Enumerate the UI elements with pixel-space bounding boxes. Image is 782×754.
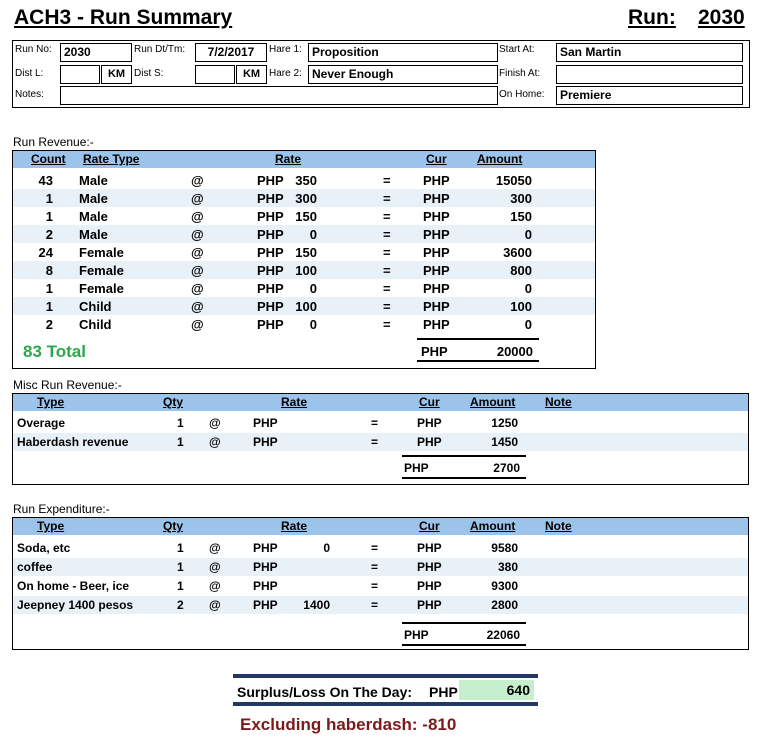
revenue-total-amount: 20000 [496,344,533,359]
col-type: Type [37,395,65,409]
cell-cur2: PHP [423,209,450,224]
cell-at: @ [209,579,221,593]
cell-type: Male [79,173,108,188]
cell-amount: 1250 [491,416,518,430]
cell-cur1: PHP [257,245,284,260]
cell-cur2: PHP [417,579,442,593]
table-row [13,279,595,297]
cell-amount: 150 [510,209,532,224]
table-row [13,243,595,261]
table-row [13,539,748,557]
cell-cur1: PHP [257,209,284,224]
cell-amount: 100 [510,299,532,314]
col-note: Note [545,395,572,409]
revenue-header [13,151,595,168]
cell-cur1: PHP [253,416,278,430]
dist-s-field[interactable] [195,65,235,84]
cell-cur1: PHP [257,317,284,332]
surplus-loss-box [233,674,538,706]
cell-eq: = [383,245,391,260]
page-title: ACH3 - Run Summary [14,6,233,29]
cell-cur2: PHP [423,299,450,314]
table-row [13,225,595,243]
col-qty: Qty [163,395,184,409]
dist-l-unit: KM [101,65,132,84]
cell-at: @ [191,299,204,314]
cell-eq: = [383,209,391,224]
cell-type: Child [79,299,112,314]
surplus-cur: PHP [429,684,458,700]
cell-amount: 0 [524,317,532,332]
cell-rate: 0 [309,227,317,242]
cell-qty: 1 [177,435,184,449]
onhome-label: On Home: [499,89,545,100]
misc-table [12,393,749,485]
hare2-field[interactable]: Never Enough [308,65,498,84]
cell-type: Female [79,245,124,260]
cell-cur1: PHP [257,263,284,278]
cell-rate: 0 [323,541,330,555]
cell-cur2: PHP [423,191,450,206]
table-row [13,558,748,576]
cell-at: @ [191,227,204,242]
excluding-haberdash: Excluding haberdash: -810 [240,715,457,734]
cell-qty: 2 [177,598,184,612]
cell-at: @ [209,435,221,449]
surplus-label: Surplus/Loss On The Day: [237,684,413,700]
run-info-box [12,40,750,108]
cell-at: @ [191,173,204,188]
cell-type: coffee [17,560,53,574]
cell-cur2: PHP [417,560,442,574]
cell-at: @ [191,281,204,296]
cell-at: @ [191,245,204,260]
cell-eq: = [383,227,391,242]
start-field[interactable]: San Martin [556,43,743,62]
misc-total-amount: 2700 [493,461,520,475]
col-rate: Rate [281,395,308,409]
cell-type: Male [79,209,108,224]
revenue-table [12,150,596,369]
hare1-label: Hare 1: [269,44,302,55]
finish-field[interactable] [556,65,743,84]
cell-rate: 0 [309,281,317,296]
revenue-total-cur: PHP [421,344,448,359]
dist-s-unit: KM [236,65,267,84]
misc-total [402,455,526,479]
col-amount: Amount [477,152,523,166]
cell-eq: = [371,435,379,449]
cell-amount: 9300 [491,579,518,593]
cell-rate: 350 [295,173,317,188]
cell-eq: = [371,541,379,555]
cell-rate: 0 [309,317,317,332]
table-row [13,189,595,207]
cell-count: 8 [45,263,53,278]
table-row [13,261,595,279]
col-cur: Cur [419,519,440,533]
cell-type: On home - Beer, ice [17,579,130,593]
cell-amount: 800 [510,263,532,278]
cell-count: 1 [45,209,53,224]
cell-at: @ [209,416,221,430]
table-row [13,297,595,315]
cell-eq: = [371,416,379,430]
run-no-label: Run No: [15,44,52,55]
cell-cur1: PHP [257,173,284,188]
cell-type: Soda, etc [17,541,71,555]
cell-at: @ [191,317,204,332]
cell-at: @ [191,263,204,278]
cell-rate: 150 [295,209,317,224]
cell-amount: 15050 [495,173,532,188]
cell-type: Child [79,317,112,332]
table-row [13,577,748,595]
cell-type: Overage [17,416,66,430]
cell-cur2: PHP [423,263,450,278]
cell-cur2: PHP [417,416,442,430]
cell-count: 1 [45,299,53,314]
onhome-field[interactable]: Premiere [556,86,743,105]
finish-label: Finish At: [499,68,541,79]
cell-cur2: PHP [423,281,450,296]
col-note: Note [545,519,572,533]
cell-rate: 300 [295,191,317,206]
cell-amount: 0 [524,227,532,242]
cell-at: @ [209,560,221,574]
cell-count: 43 [38,173,53,188]
run-dt-label: Run Dt/Tm: [134,44,186,55]
expenditure-total [402,622,526,646]
table-row [13,171,595,189]
cell-qty: 1 [177,579,184,593]
expenditure-total-amount: 22060 [486,628,520,642]
col-amount: Amount [470,519,516,533]
expenditure-total-cur: PHP [404,628,429,642]
cell-type: Female [79,281,124,296]
col-rate: Rate [281,519,308,533]
col-qty: Qty [163,519,184,533]
table-row [13,433,748,451]
col-cur: Cur [419,395,440,409]
cell-count: 2 [45,227,53,242]
cell-amount: 380 [497,560,518,574]
hare2-label: Hare 2: [269,68,302,79]
revenue-section-title: Run Revenue:- [13,135,94,149]
cell-cur1: PHP [257,299,284,314]
cell-cur1: PHP [253,435,278,449]
cell-count: 2 [45,317,53,332]
cell-rate: 1400 [303,598,330,612]
cell-type: Jeepney 1400 pesos [17,598,134,612]
cell-amount: 2800 [491,598,518,612]
cell-cur2: PHP [423,317,450,332]
col-count: Count [31,152,66,166]
cell-amount: 9580 [491,541,518,555]
dist-l-label: Dist L: [15,68,44,79]
cell-eq: = [371,560,379,574]
expenditure-table [12,517,749,650]
misc-section-title: Misc Run Revenue:- [13,378,122,392]
col-amount: Amount [470,395,516,409]
hare1-field[interactable]: Proposition [308,43,498,62]
table-row [13,414,748,432]
table-row [13,596,748,614]
cell-cur2: PHP [423,245,450,260]
cell-cur2: PHP [417,435,442,449]
notes-label: Notes: [15,89,44,100]
cell-rate: 100 [295,263,317,278]
cell-cur1: PHP [257,281,284,296]
cell-amount: 300 [510,191,532,206]
col-rate: Rate [275,152,302,166]
cell-qty: 1 [177,416,184,430]
cell-amount: 0 [524,281,532,296]
cell-cur1: PHP [253,579,278,593]
cell-type: Male [79,227,108,242]
run-number: 2030 [698,6,745,29]
cell-at: @ [191,191,204,206]
misc-total-cur: PHP [404,461,429,475]
dist-s-label: Dist S: [134,68,164,79]
run-dt-field[interactable]: 7/2/2017 [195,43,267,62]
dist-l-field[interactable] [60,65,100,84]
cell-cur1: PHP [253,560,278,574]
col-type: Type [37,519,65,533]
cell-type: Male [79,191,108,206]
cell-eq: = [383,299,391,314]
cell-count: 24 [38,245,53,260]
cell-eq: = [383,191,391,206]
cell-cur2: PHP [417,541,442,555]
cell-eq: = [383,173,391,188]
cell-cur1: PHP [253,541,278,555]
cell-count: 1 [45,281,53,296]
cell-at: @ [209,541,221,555]
run-label: Run: [628,6,676,29]
cell-eq: = [383,263,391,278]
cell-eq: = [371,598,379,612]
cell-count: 1 [45,191,53,206]
run-no-field[interactable]: 2030 [60,43,132,62]
cell-cur2: PHP [417,598,442,612]
expenditure-header [13,518,748,535]
cell-eq: = [383,281,391,296]
table-row [13,315,595,333]
cell-rate: 100 [295,299,317,314]
cell-type: Haberdash revenue [17,435,129,449]
cell-cur1: PHP [257,227,284,242]
notes-field[interactable] [60,86,498,105]
cell-qty: 1 [177,560,184,574]
col-rate-type: Rate Type [83,152,140,166]
cell-amount: 1450 [491,435,518,449]
revenue-total-count: 83 Total [23,342,86,361]
cell-qty: 1 [177,541,184,555]
cell-cur2: PHP [423,173,450,188]
expenditure-section-title: Run Expenditure:- [13,502,110,516]
start-label: Start At: [499,44,535,55]
col-cur: Cur [426,152,447,166]
cell-type: Female [79,263,124,278]
cell-cur2: PHP [423,227,450,242]
misc-header [13,394,748,411]
cell-at: @ [209,598,221,612]
cell-eq: = [383,317,391,332]
cell-cur1: PHP [253,598,278,612]
cell-cur1: PHP [257,191,284,206]
cell-rate: 150 [295,245,317,260]
cell-eq: = [371,579,379,593]
table-row [13,207,595,225]
cell-at: @ [191,209,204,224]
revenue-total [417,338,539,362]
surplus-value: 640 [459,680,534,700]
cell-amount: 3600 [503,245,532,260]
